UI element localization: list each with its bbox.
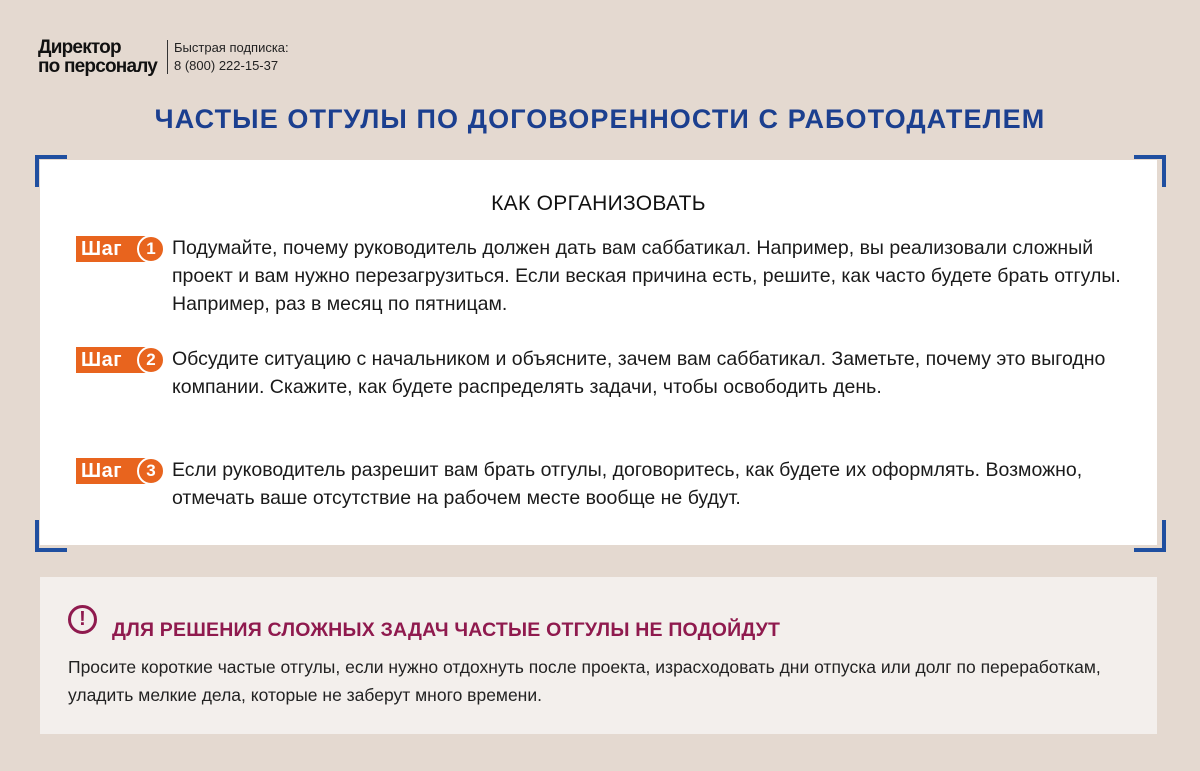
step-label: Шаг: [76, 458, 152, 484]
corner-bracket-bottom-left: [35, 520, 67, 552]
step-3: [76, 456, 1130, 512]
warning-title: ДЛЯ РЕШЕНИЯ СЛОЖНЫХ ЗАДАЧ ЧАСТЫЕ ОТГУЛЫ НЕ ПОДОЙДУТ: [112, 619, 781, 641]
warning-box: [40, 577, 1157, 734]
step-text: Обсудите ситуацию с начальником и объясните, зачем вам саббатикал. Заметьте, почему это выгодно компании. Скажите, как будете распределять задачи, чтобы освободить день.: [172, 348, 1106, 398]
step-label: Шаг: [76, 347, 152, 373]
step-label: Шаг: [76, 236, 152, 262]
step-badge-2: [76, 347, 164, 377]
card-heading: КАК ОРГАНИЗОВАТЬ: [491, 192, 706, 215]
page-title: ЧАСТЫЕ ОТГУЛЫ ПО ДОГОВОРЕННОСТИ С РАБОТОДАТЕЛЕМ: [154, 104, 1046, 134]
subscription-label: Быстрая подписка:: [174, 40, 289, 55]
step-text: Подумайте, почему руководитель должен дать вам саббатикал. Например, вы реализовали сложный проект и вам нужно перезагрузиться. Если веская причина есть, решите, как часто будете брать отгулы. Например, раз в месяц по пятницам.: [172, 237, 1121, 315]
step-1: [76, 234, 1130, 318]
step-badge-1: [76, 236, 164, 266]
corner-bracket-bottom-right: [1134, 520, 1166, 552]
subscription-info: [174, 38, 289, 75]
step-badge-3: [76, 458, 164, 488]
step-number: 1: [137, 235, 165, 263]
corner-bracket-top-left: [35, 155, 67, 187]
logo-line-1: Директор: [38, 37, 121, 58]
logo-text: [38, 38, 157, 76]
logo-divider: [167, 40, 168, 74]
step-number: 2: [137, 346, 165, 374]
corner-bracket-top-right: [1134, 155, 1166, 187]
exclamation-circle-icon: !: [68, 605, 97, 634]
step-2: [76, 345, 1130, 401]
step-number: 3: [137, 457, 165, 485]
steps-card: [40, 160, 1157, 545]
step-text: Если руководитель разрешит вам брать отгулы, договоритесь, как будете их оформлять. Возможно, отмечать ваше отсутствие на рабочем месте вообще не будут.: [172, 459, 1083, 509]
logo: [38, 38, 289, 76]
subscription-phone: 8 (800) 222-15-37: [174, 58, 279, 73]
warning-text: Просите короткие частые отгулы, если нужно отдохнуть после проекта, израсходовать дни отпуска или долг по переработкам, уладить мелкие дела, которые не заберут много времени.: [68, 657, 1101, 705]
logo-line-2: по персоналу: [38, 56, 158, 77]
